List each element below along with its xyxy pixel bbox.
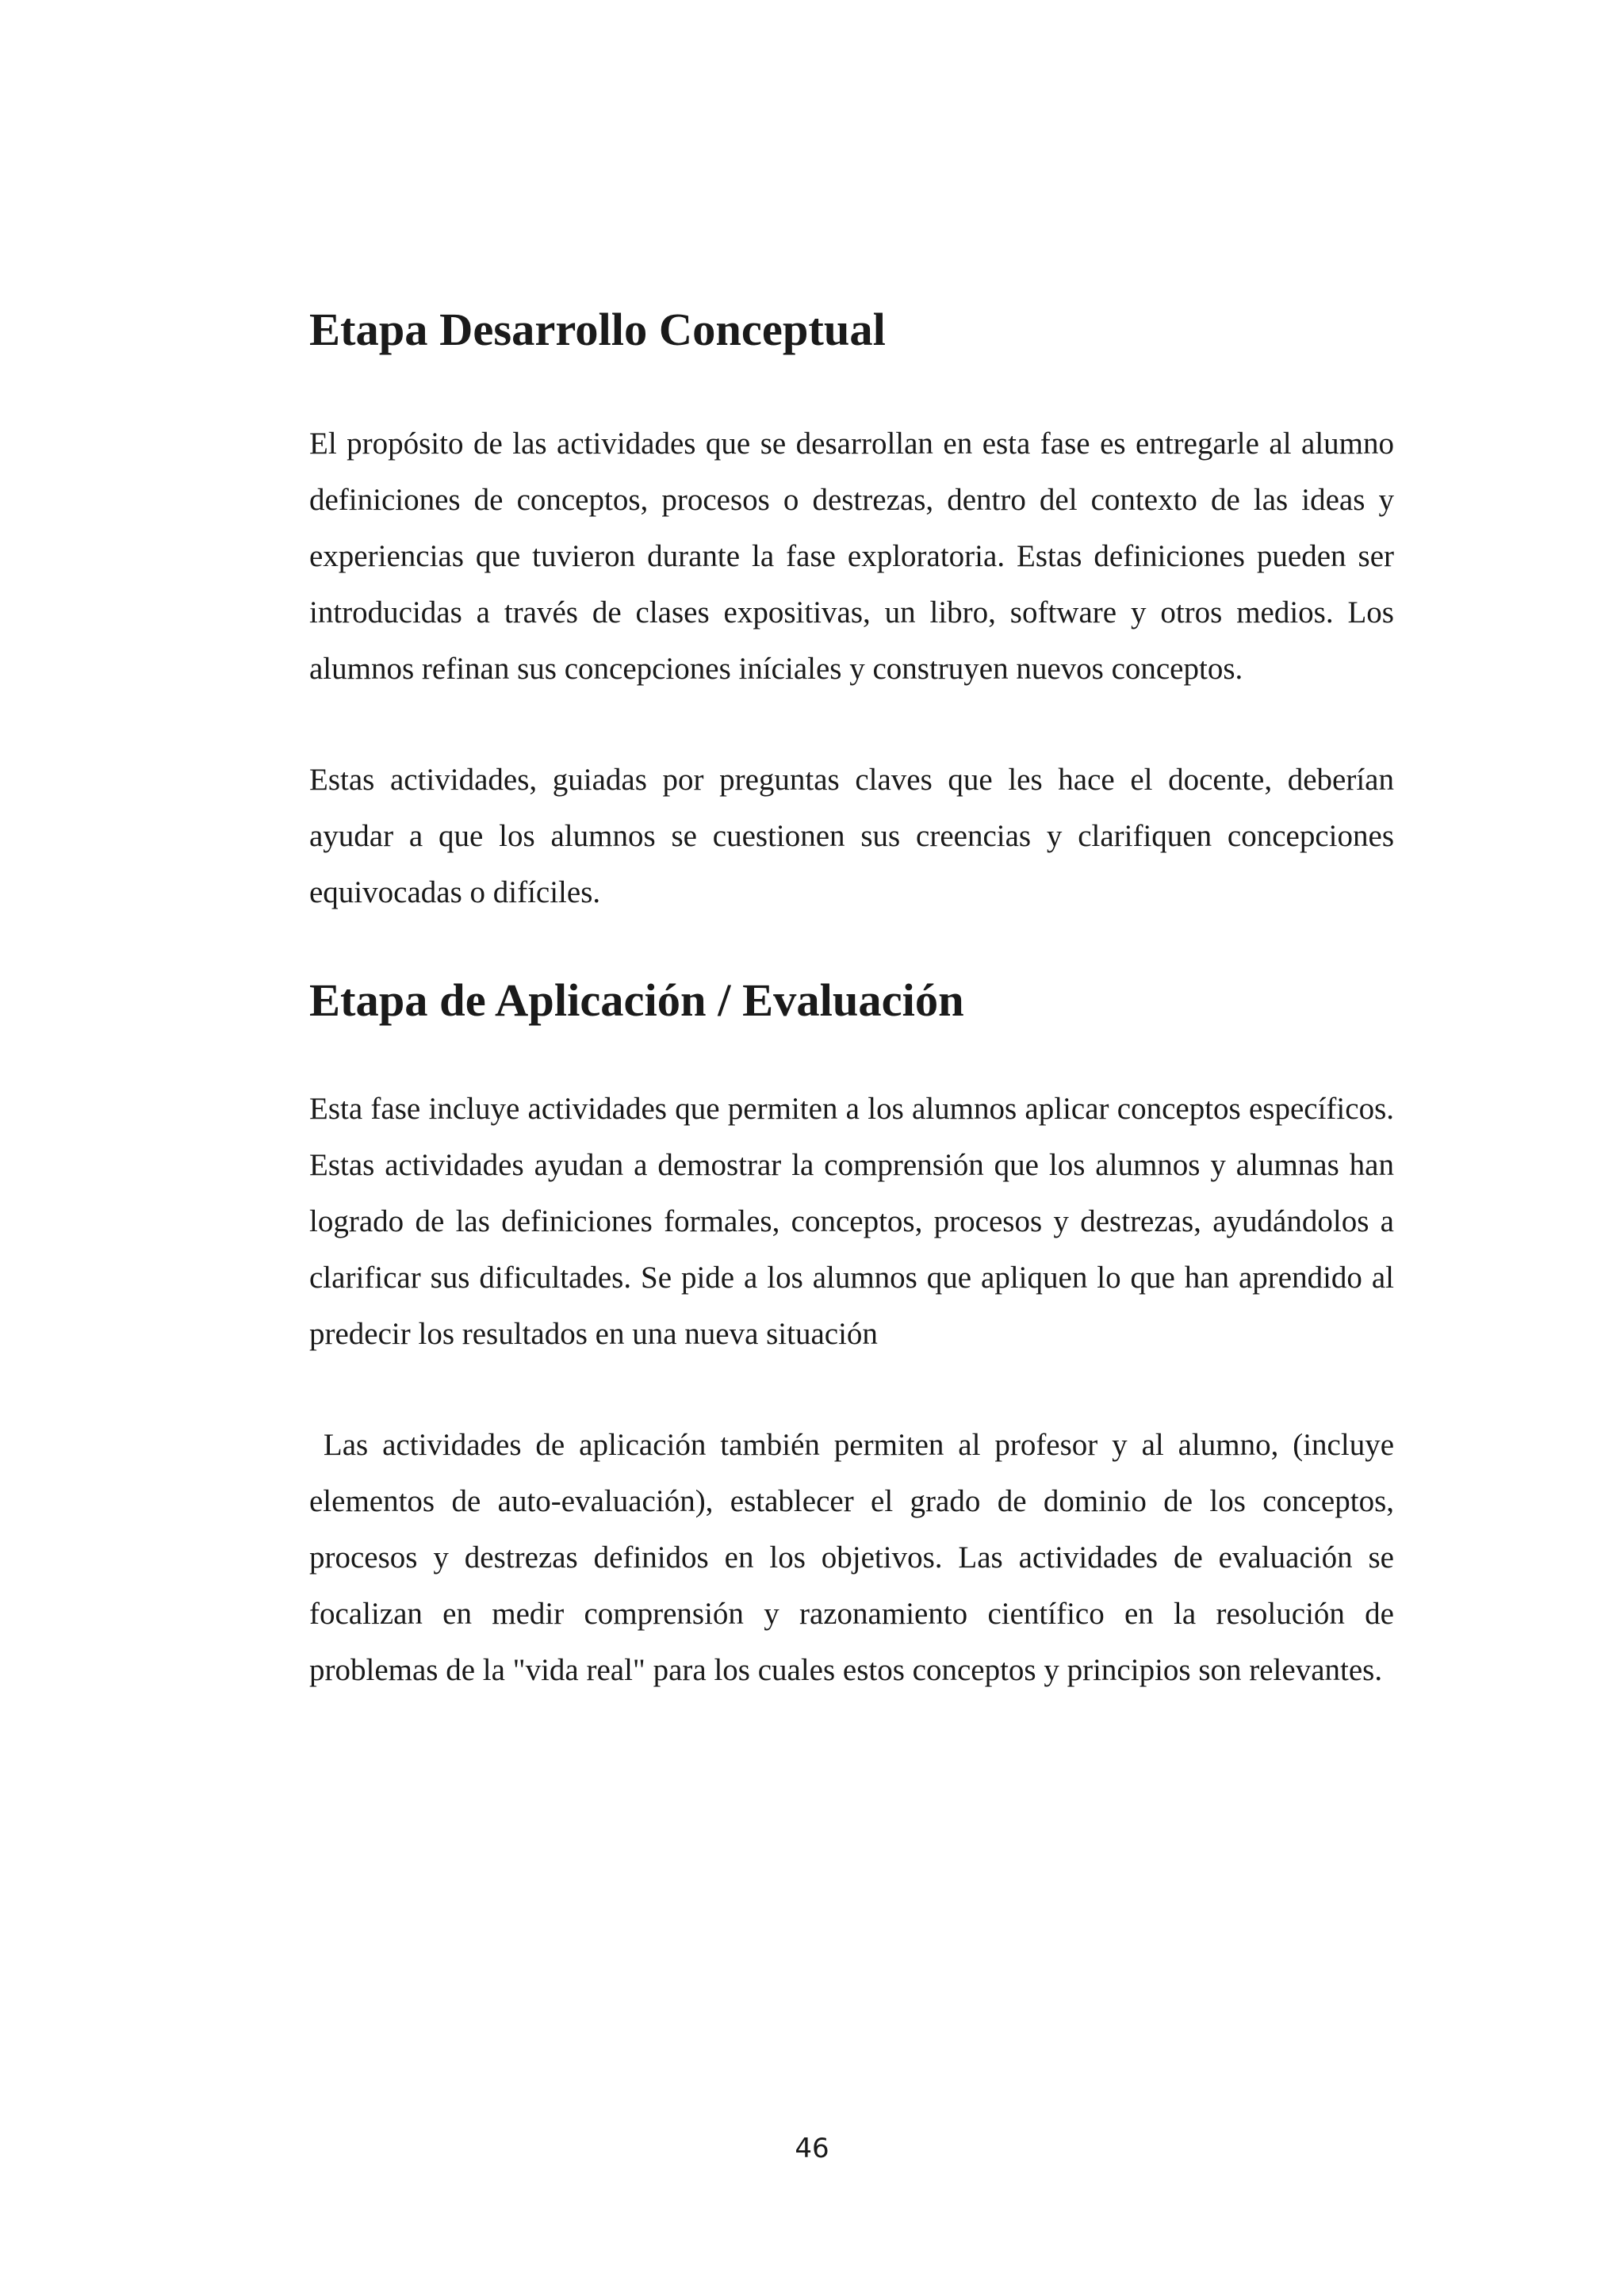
- paragraph: Esta fase incluye actividades que permiten a los alumnos aplicar conceptos específicos. Estas actividades ayudan a demostrar la comprensión que los alumnos y alumnas han logrado de las definiciones formales, conceptos, procesos y destrezas, ayudándolos a clarificar sus dificultades. Se pide a los alumnos que apliquen lo que han aprendido al predecir los resultados en una nueva situación: [309, 1092, 1394, 1351]
- paragraph: Las actividades de aplicación también permiten al profesor y al alumno, (incluye elementos de auto-evaluación), establecer el grado de dominio de los conceptos, procesos y destrezas definidos en los objetivos. Las actividades de evaluación se focalizan en medir comprensión y razonamiento científico en la resolución de problemas de la "vida real" para los cuales estos conceptos y principios son relevantes.: [309, 1428, 1402, 1687]
- paragraph: El propósito de las actividades que se desarrollan en esta fase es entregarle al alumno definiciones de conceptos, procesos o destrezas, dentro del contexto de las ideas y experiencias que tuvieron durante la fase exploratoria. Estas definiciones pueden ser introducidas a través de clases expositivas, un libro, software y otros medios. Los alumnos refinan sus concepciones iníciales y construyen nuevos conceptos.: [309, 427, 1394, 686]
- section-heading-desarrollo-conceptual: Etapa Desarrollo Conceptual: [309, 304, 886, 355]
- section-heading-aplicacion-evaluacion: Etapa de Aplicación / Evaluación: [309, 974, 964, 1026]
- page-number: 46: [795, 2133, 829, 2164]
- page-content: [309, 304, 1402, 1698]
- paragraph: Estas actividades, guiadas por preguntas claves que les hace el docente, deberían ayudar a que los alumnos se cuestionen sus creencias y clarifiquen concepciones equivocadas o difíciles.: [309, 763, 1394, 909]
